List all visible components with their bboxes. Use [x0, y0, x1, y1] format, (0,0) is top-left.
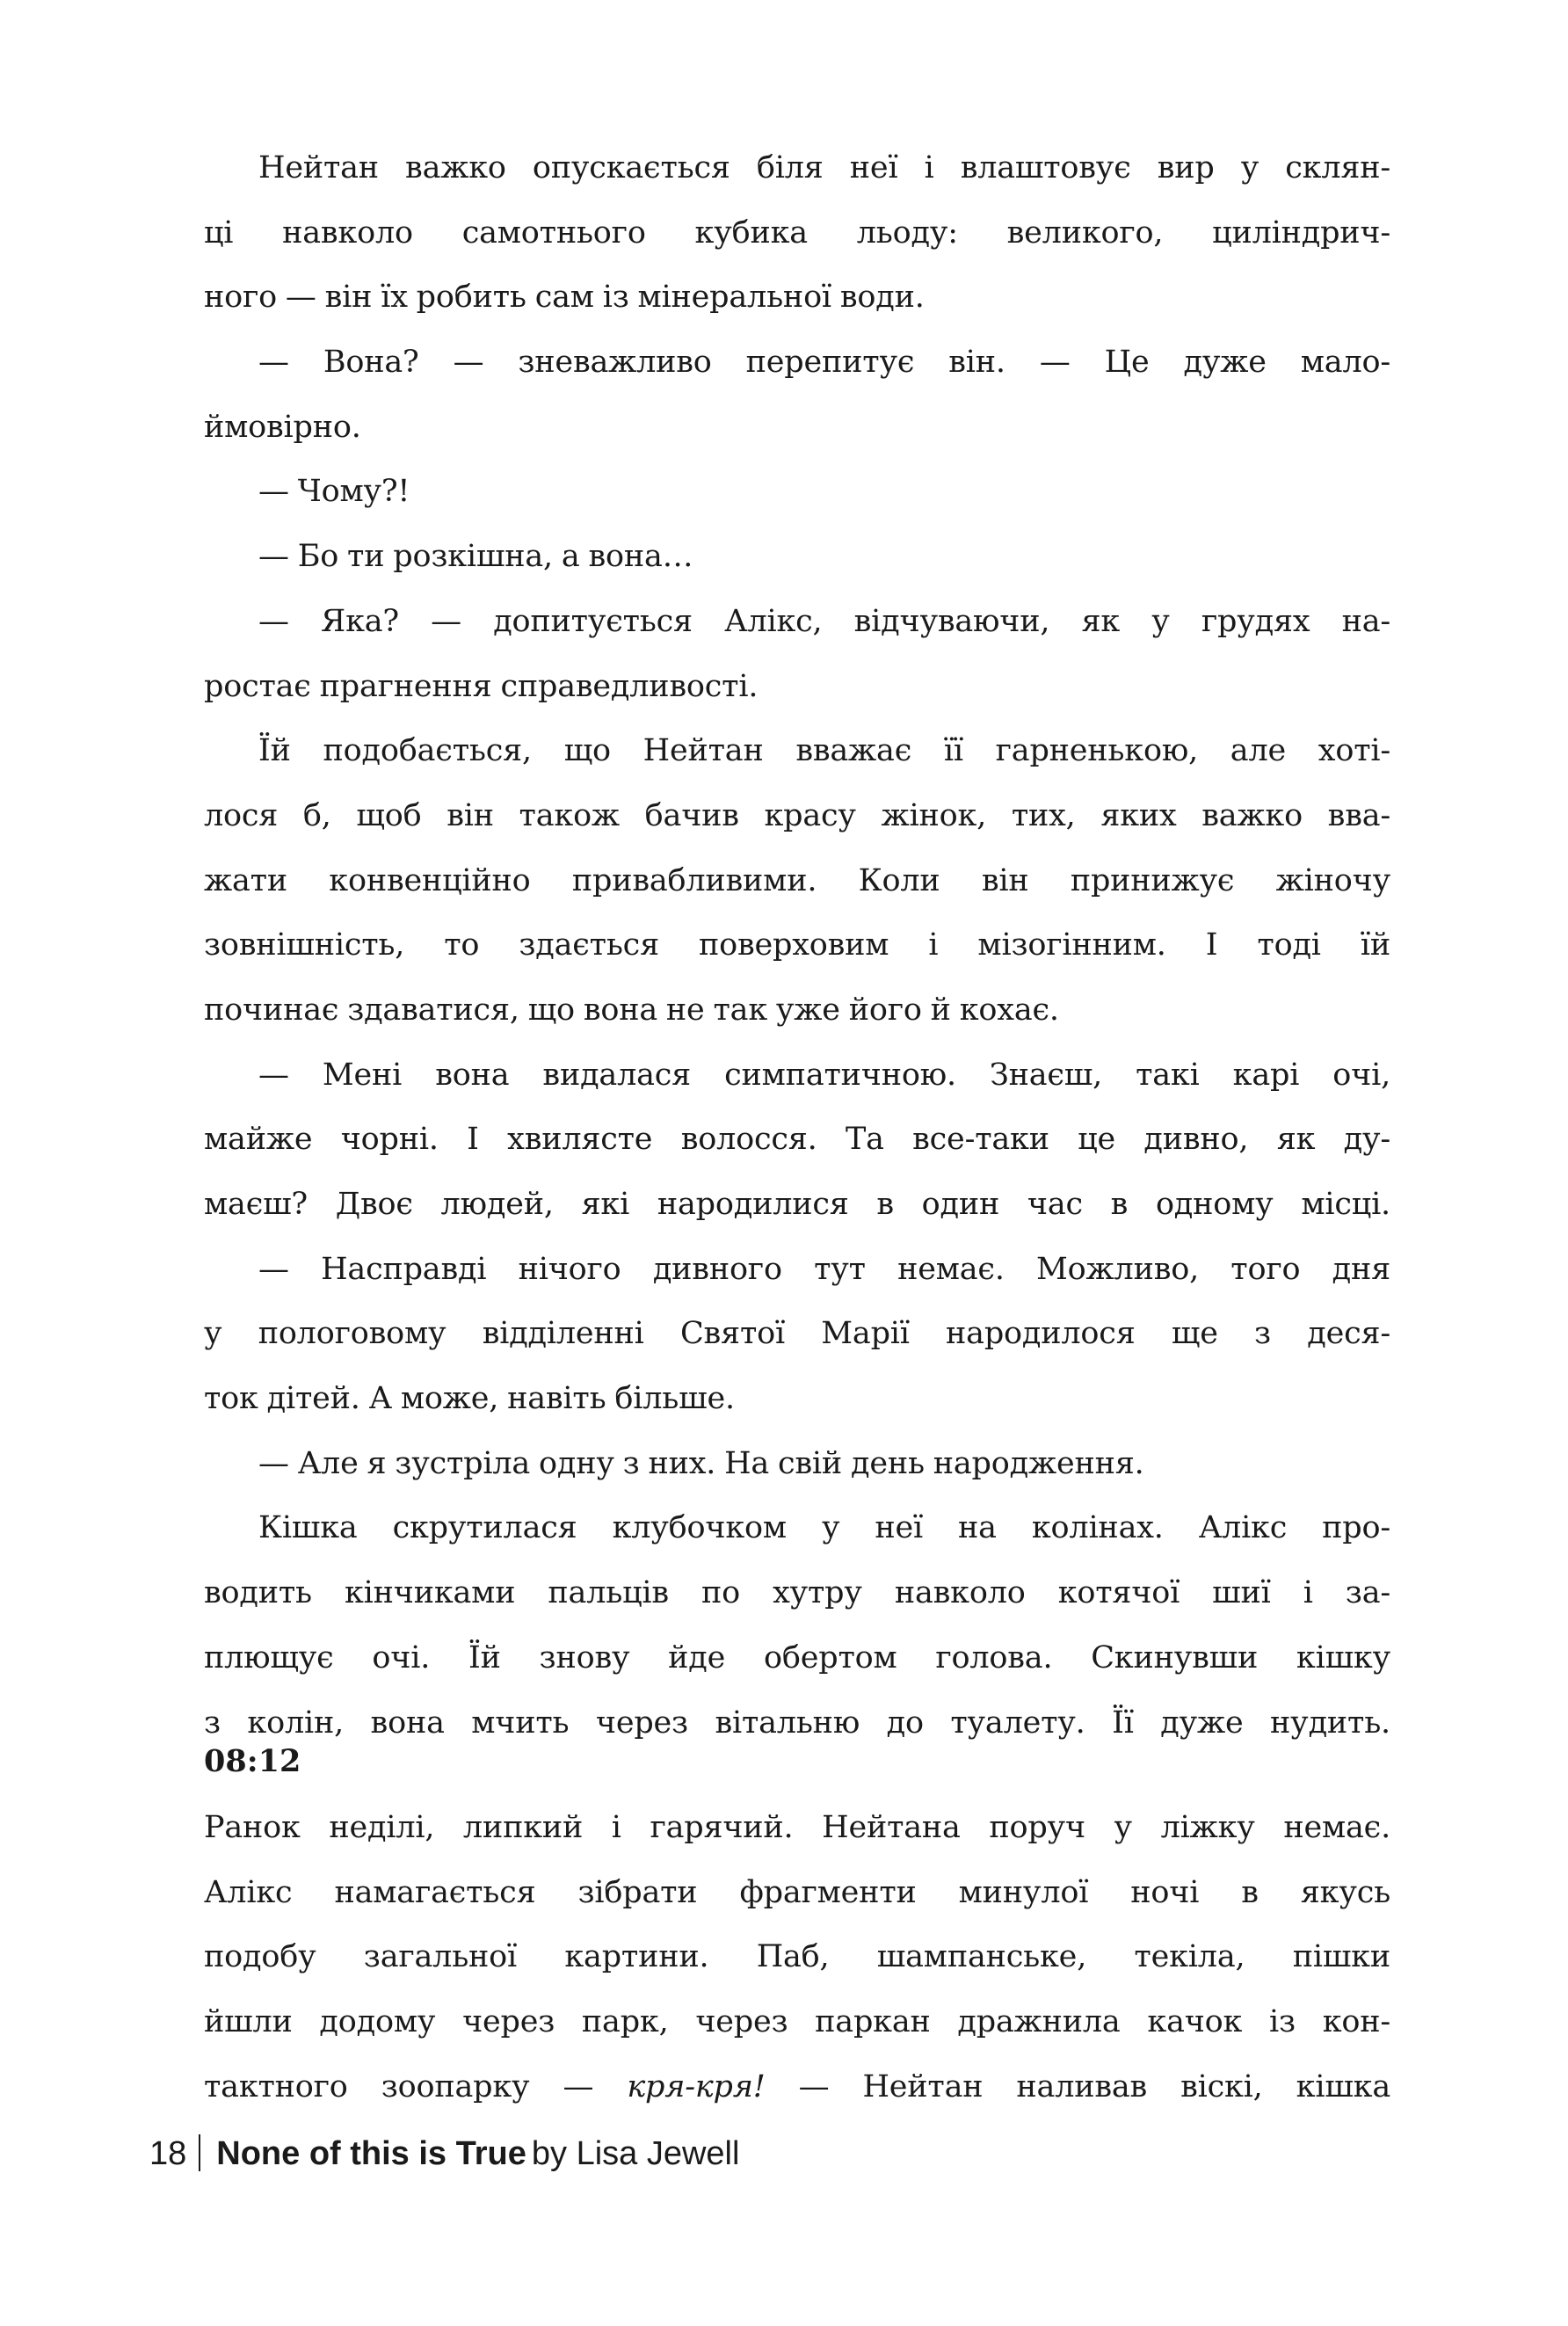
text-line: — Чому?! [258, 474, 410, 510]
footer-divider [199, 2134, 200, 2171]
text-line: Кішка скрутилася клубочком у неї на колінах. Алікс про- [258, 1510, 1390, 1546]
paragraph [204, 136, 1390, 331]
dialogue-paragraph [204, 460, 1390, 525]
text-line: маєш? Двоє людей, які народилися в один час в одному місці. [204, 1187, 1390, 1222]
page-number: 18 [149, 2135, 187, 2172]
text-line: — Але я зустріла одну з них. На свій день народження. [258, 1445, 1144, 1481]
section-time-heading: 08:12 [204, 1743, 301, 1779]
text-line: йшли додому через парк, через паркан дражнила качок із кон- [204, 2004, 1390, 2040]
text-line: лося б, щоб він також бачив красу жінок, тих, яких важко вва- [204, 797, 1390, 833]
text-line: у пологовому відділенні Святої Марії народилося ще з деся- [204, 1316, 1390, 1352]
text-line: — Бо ти розкішна, а вона… [258, 539, 693, 575]
text-line: з колін, вона мчить через вітальню до туалету. Її дуже нудить. [204, 1705, 1390, 1741]
text-line: Алікс намагається зібрати фрагменти минулої ночі в якусь [204, 1874, 1390, 1910]
text-line: ці навколо самотнього кубика льоду: великого, циліндрич- [204, 214, 1390, 251]
text-line: Нейтан важко опускається біля неї і влаштовує вир у склян- [258, 150, 1390, 185]
italic-onomatopoeia: кря-кря! [627, 2068, 766, 2104]
dialogue-paragraph [204, 590, 1390, 719]
text-line: плющує очі. Їй знову йде обертом голова. Скинувши кішку [204, 1639, 1390, 1675]
body-text-before-section [204, 136, 1390, 1755]
text-line: починає здаватися, що вона не так уже його й кохає. [204, 992, 1059, 1028]
author-byline: by Lisa Jewell [531, 2135, 740, 2172]
paragraph [204, 719, 1390, 1043]
text-line: подобу загальної картини. Паб, шампанське, текіла, пішки [204, 1939, 1390, 1975]
dialogue-paragraph [204, 331, 1390, 460]
text-line: Їй подобається, що Нейтан вважає її гарненькою, але хоті- [258, 733, 1390, 769]
text-segment: тактного зоопарку — [204, 2068, 628, 2104]
body-text-after-section [204, 1796, 1390, 2119]
dialogue-paragraph [204, 1043, 1390, 1238]
text-line: — Насправді нічого дивного тут немає. Можливо, того дня [258, 1251, 1390, 1287]
text-line: Ранок неділі, липкий і гарячий. Нейтана поруч у ліжку немає. [204, 1810, 1390, 1845]
text-line [204, 2055, 1390, 2120]
paragraph [204, 1496, 1390, 1755]
text-line: зовнішність, то здається поверховим і мізогінним. І тоді їй [204, 927, 1390, 963]
running-footer [149, 2127, 739, 2180]
text-line: ростає прагнення справедливості. [204, 668, 759, 704]
paragraph [204, 1796, 1390, 2119]
text-line: — Вона? — зневажливо перепитує він. — Це дуже мало- [258, 345, 1390, 381]
text-line: майже чорні. І хвилясте волосся. Та все-таки це дивно, як ду- [204, 1122, 1390, 1158]
text-segment: — Нейтан наливав віскі, кішка [765, 2068, 1390, 2104]
text-line: водить кінчиками пальців по хутру навколо котячої шиї і за- [204, 1575, 1390, 1611]
text-line: ток дітей. А може, навіть більше. [204, 1381, 735, 1417]
dialogue-paragraph [204, 525, 1390, 590]
text-line: — Мені вона видалася симпатичною. Знаєш, такі карі очі, [258, 1057, 1390, 1093]
text-line: жати конвенційно привабливими. Коли він принижує жіночу [204, 862, 1390, 898]
book-title: None of this is True [216, 2135, 526, 2172]
dialogue-paragraph [204, 1432, 1390, 1497]
text-line: ймовірно. [204, 409, 361, 445]
text-line: — Яка? — допитується Алікс, відчуваючи, як у грудях на- [258, 603, 1390, 639]
text-line: ного — він їх робить сам із мінеральної води. [204, 280, 925, 316]
dialogue-paragraph [204, 1238, 1390, 1432]
